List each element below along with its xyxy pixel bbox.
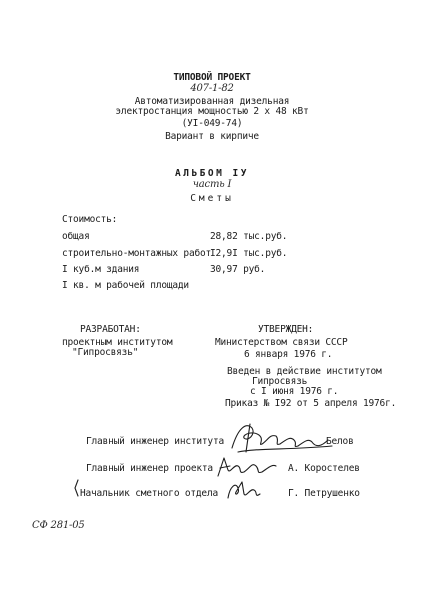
cost-row-value: 28,82 тыс.руб. [210,231,288,242]
footer-code: СФ 281-05 [32,520,85,531]
approved-line-2: 6 января 1976 г. [244,349,333,360]
margin-mark [72,478,82,498]
signature-role: Главный инженер института [86,436,224,447]
project-code: (УI-049-74) [181,118,243,129]
signature-petrushenko-image [224,478,264,502]
typical-project-heading: ТИПОВОЙ ПРОЕКТ [173,72,251,83]
cost-row-label: I куб.м здания [62,264,140,275]
approved-heading: УТВЕРЖДЕН: [258,324,314,335]
cost-heading: Стоимость: [62,214,118,225]
developed-line-2: "Гипросвязь" [72,347,139,358]
signature-name: Белов [326,436,354,447]
developed-heading: РАЗРАБОТАН: [80,324,141,335]
cost-row-value: I2,9I тыс.руб. [210,248,288,259]
signature-role: Начальник сметного отдела [80,488,218,499]
cost-row-label: I кв. м рабочей площади [62,280,189,291]
approved-line-3: Введен в действие институтом [227,366,382,377]
developed-line-1: проектным институтом [62,337,173,348]
cost-row-label: общая [62,231,90,242]
album-title: АЛЬБОМ IУ [175,168,249,179]
approved-line-1: Министерством связи СССР [215,337,348,348]
album-part: часть I [192,179,232,190]
cost-row-label: строительно-монтажных работ [62,248,212,259]
approved-line-4: Гипросвязь [252,376,308,387]
title-line-2: электростанция мощностью 2 х 48 кВт [115,106,309,117]
signature-name: А. Коростелев [288,463,360,474]
title-line-1: Автоматизированная дизельная [134,96,290,107]
variant-line: Вариант в кирпиче [165,131,259,142]
signature-name: Г. Петрушенко [288,488,360,499]
approved-line-6: Приказ № I92 от 5 апреля 1976г. [225,398,397,409]
cost-row-value: 30,97 руб. [210,264,266,275]
signature-korostelev-image [212,452,282,480]
signature-role: Главный инженер проекта [86,463,213,474]
album-subtitle: Сметы [190,193,234,204]
project-number: 407-1-82 [190,83,234,94]
approved-line-5: с I июня 1976 г. [250,386,339,397]
